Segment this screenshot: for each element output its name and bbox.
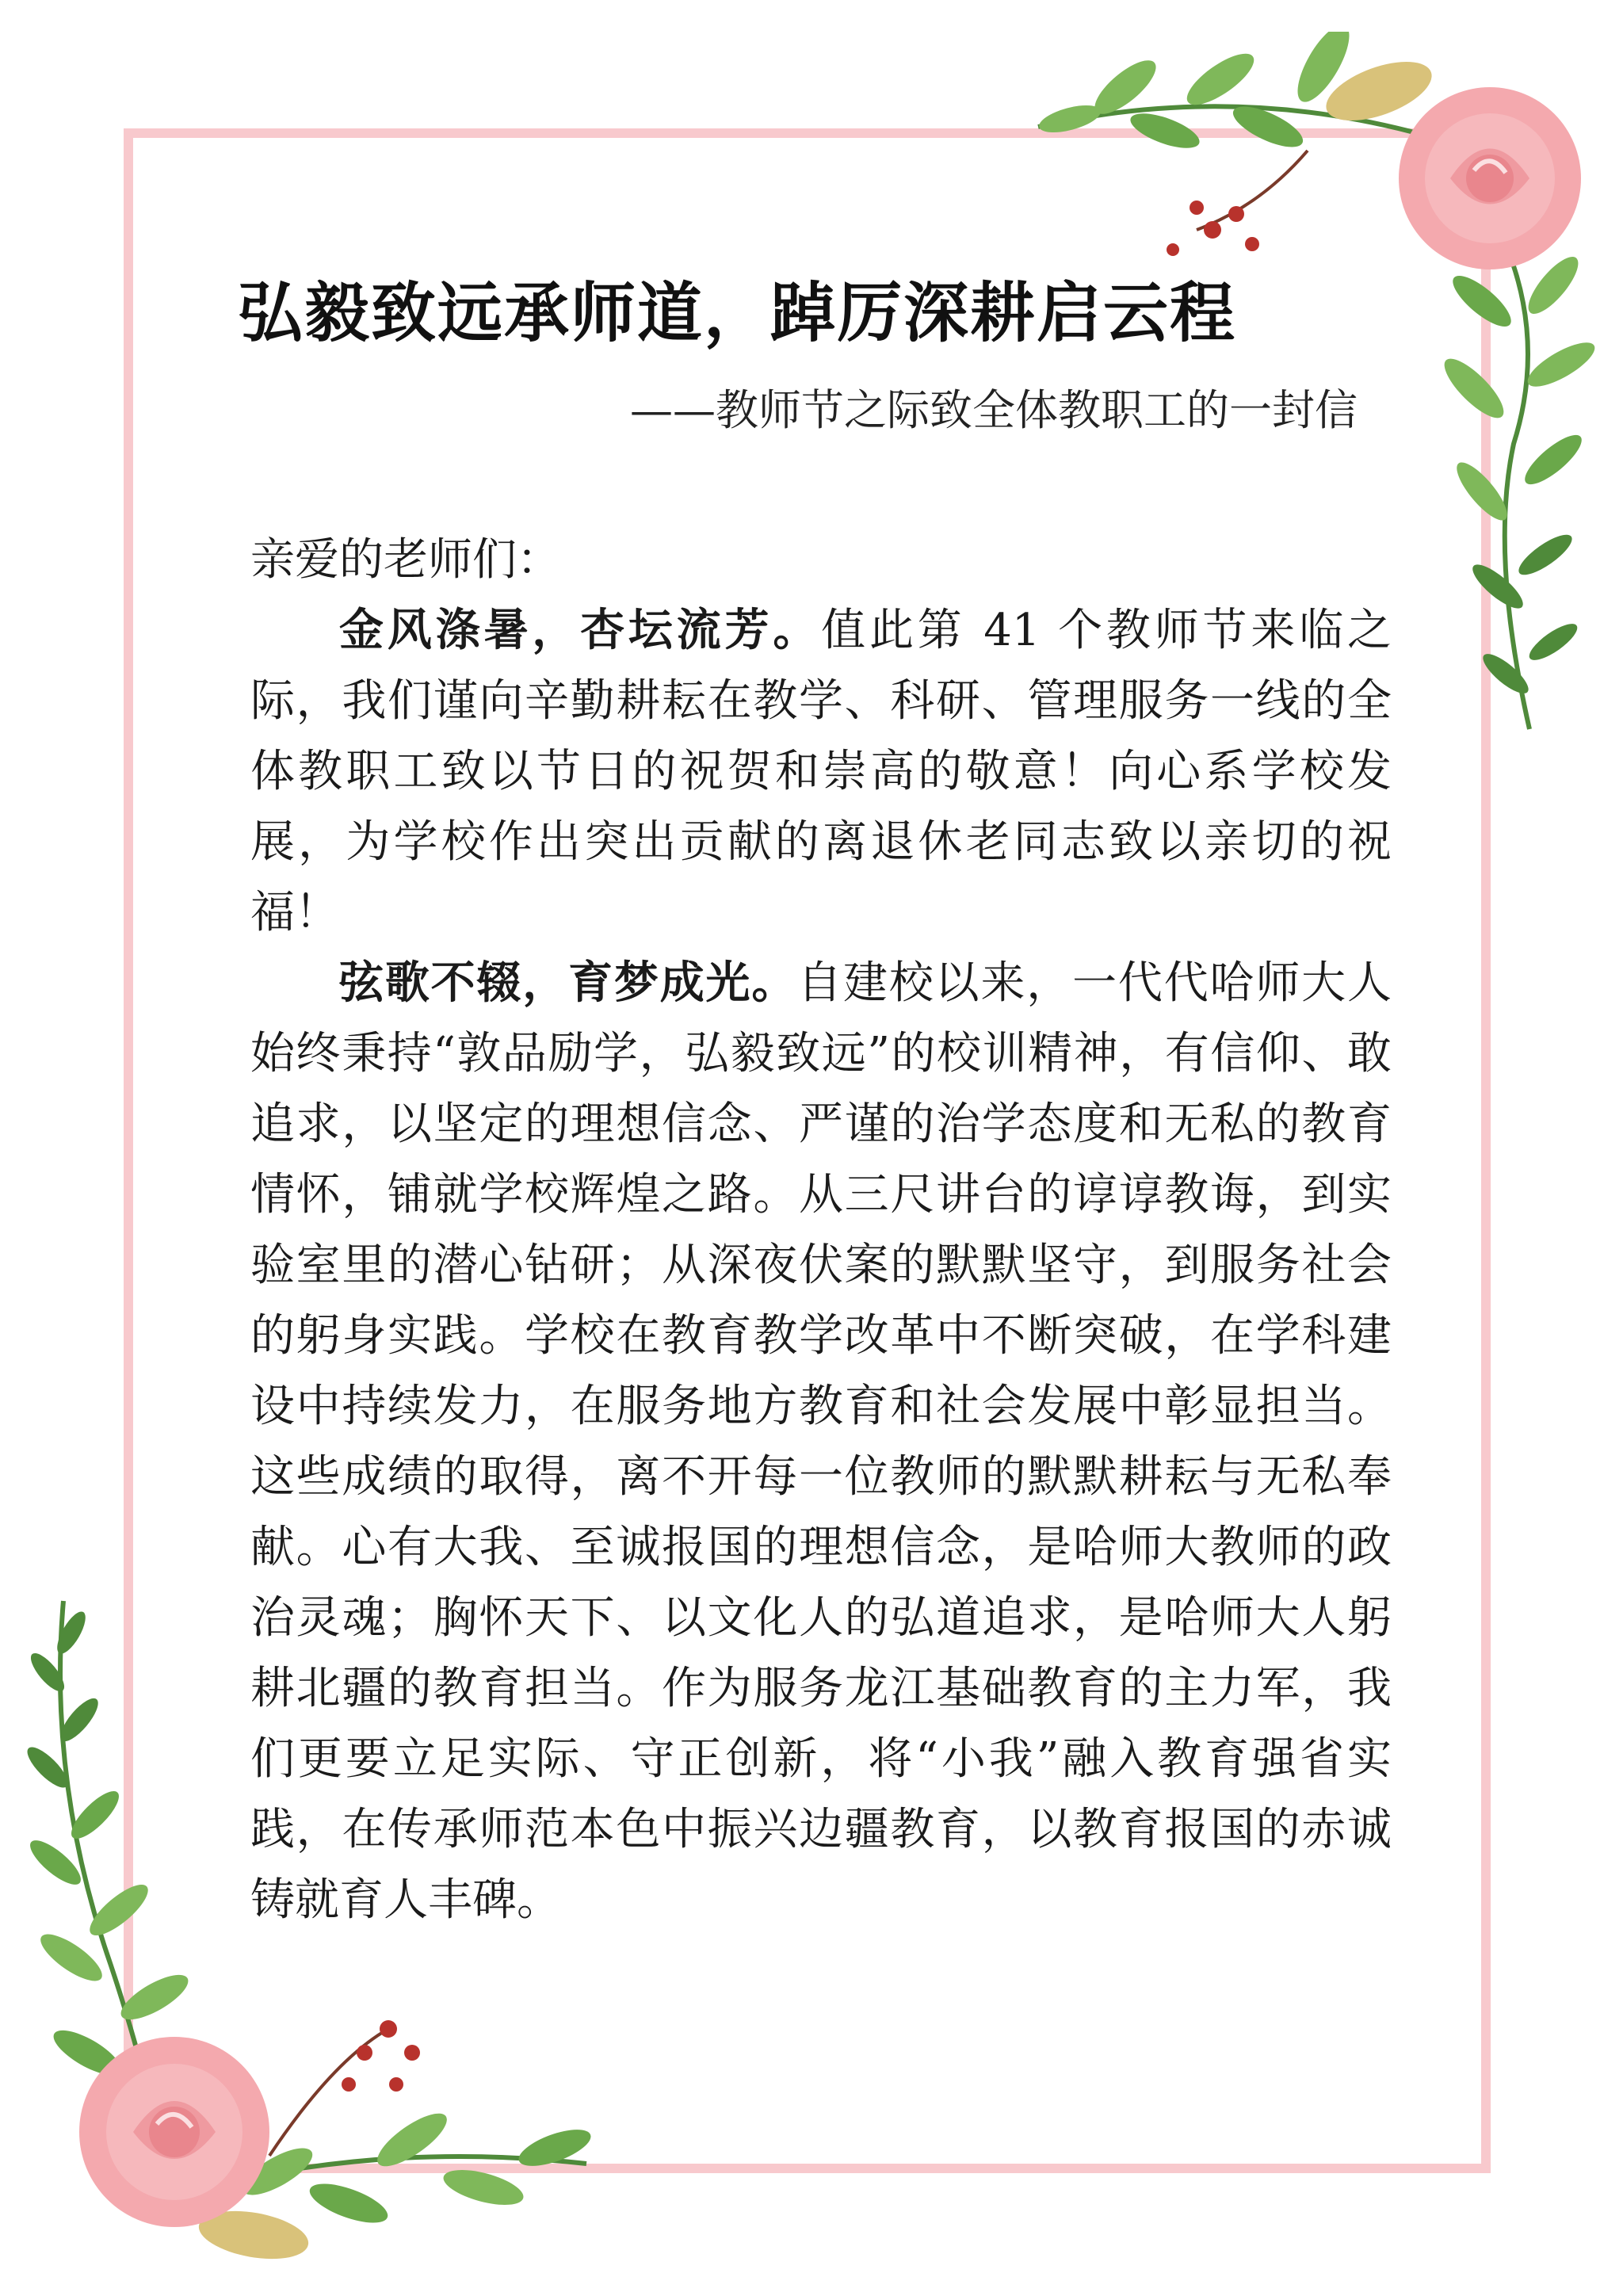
- paragraph-1: [250, 595, 1392, 948]
- paragraph-1-lead: 金风涤暑，杏坛流芳。: [339, 605, 822, 656]
- paragraph-2-lead: 弦歌不辍，育梦成光。: [339, 957, 798, 1009]
- letter-title: 弘毅致远承师道，踔厉深耕启云程: [238, 275, 1237, 351]
- paragraph-2-text: 自建校以来，一代代哈师大人始终秉持“敦品励学，弘毅致远”的校训精神，有信仰、敢追求，以坚定的理想信念、严谨的治学态度和无私的教育情怀，铺就学校辉煌之路。从三尺讲台的谆谆教诲，到实验室里的潜心钻研；从深夜伏案的默默坚守，到服务社会的躬身实践。学校在教育教学改革中不断突破，在学科建设中持续发力，在服务地方教育和社会发展中彰显担当。这些成绩的取得，离不开每一位教师的默默耕耘与无私奉献。心有大我、至诚报国的理想信念，是哈师大教师的政治灵魂；胸怀天下、以文化人的弘道追求，是哈师大人躬耕北疆的教育担当。作为服务龙江基础教育的主力军，我们更要立足实际、守正创新，将“小我”融入教育强省实践，在传承师范本色中振兴边疆教育，以教育报国的赤诚铸就育人丰碑。: [250, 957, 1392, 1926]
- paragraph-2: [250, 948, 1392, 1935]
- salutation: 亲爱的老师们：: [250, 534, 561, 586]
- paragraph-1-text: 值此第 41 个教师节来临之际，我们谨向辛勤耕耘在教学、科研、管理服务一线的全体教职工致以节日的祝贺和崇高的敬意！向心系学校发展，为学校作出突出贡献的离退休老同志致以亲切的祝福！: [250, 605, 1392, 938]
- letter-subtitle: ——教师节之际致全体教职工的一封信: [630, 385, 1358, 435]
- letter-body: [250, 525, 1392, 1935]
